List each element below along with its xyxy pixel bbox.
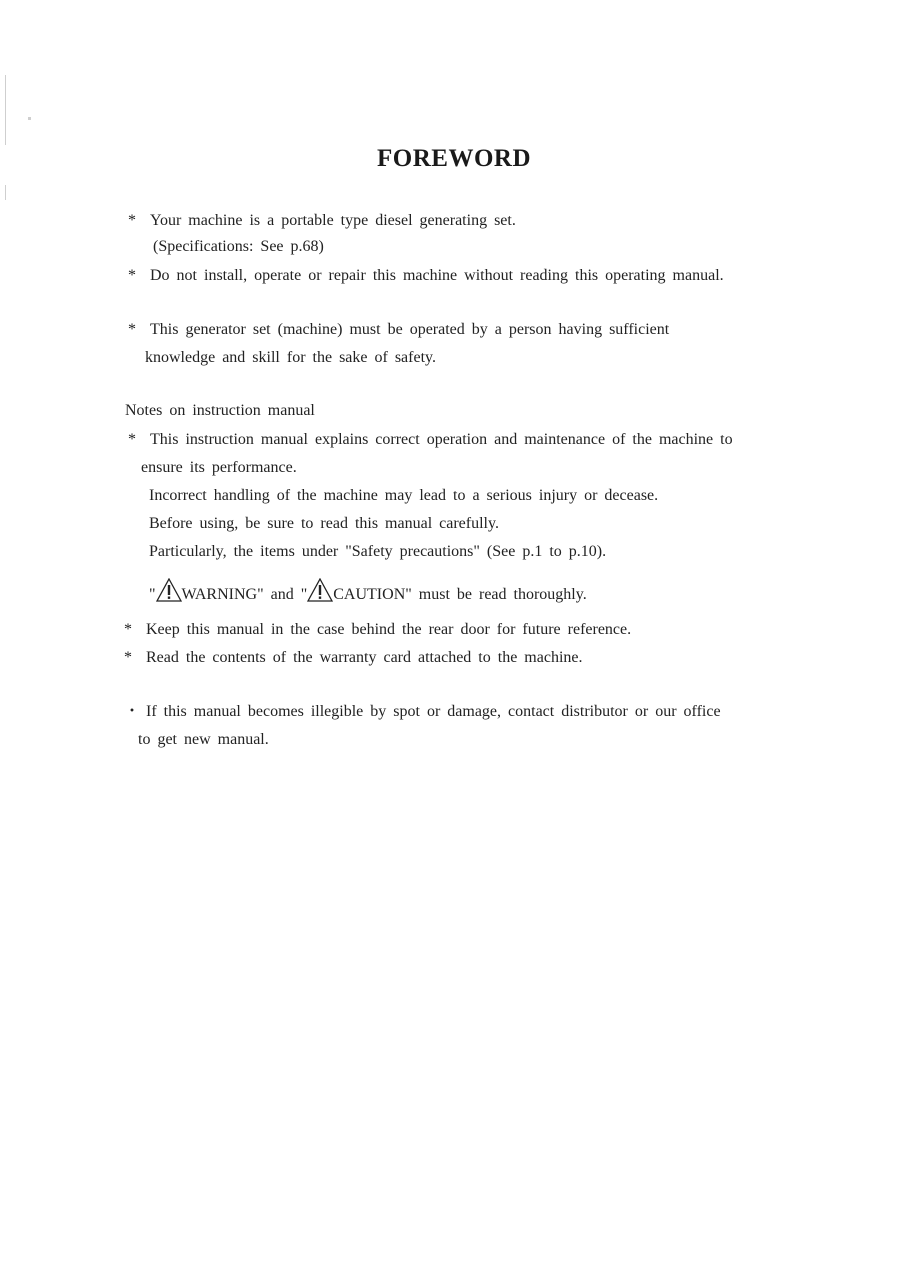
notes-item-1 bbox=[128, 430, 733, 450]
conjunction: and bbox=[270, 586, 294, 603]
scan-artifact bbox=[5, 185, 6, 200]
notes-item-3-text: Read the contents of the warranty card attached to the machine. bbox=[146, 649, 583, 666]
caution-label: CAUTION bbox=[333, 586, 406, 603]
dot-bullet: ・ bbox=[124, 703, 141, 720]
notes-item-1-line-3: Incorrect handling of the machine may lead to a serious injury or decease. bbox=[149, 487, 659, 504]
scan-artifact bbox=[28, 117, 31, 120]
warning-caution-line bbox=[149, 578, 587, 608]
notes-item-1-line-4: Before using, be sure to read this manual carefully. bbox=[149, 515, 499, 532]
notes-item-1-text: This instruction manual explains correct operation and maintenance of the machine to bbox=[150, 431, 733, 448]
warning-label: WARNING bbox=[181, 586, 258, 603]
intro-item-3-text: This generator set (machine) must be operated by a person having sufficient bbox=[150, 321, 670, 338]
asterisk-bullet: * bbox=[128, 431, 136, 448]
caution-tail: " must be read thoroughly. bbox=[405, 586, 587, 603]
intro-item-2-text: Do not install, operate or repair this machine without reading this operating manual. bbox=[150, 267, 724, 284]
caution-triangle-icon bbox=[307, 578, 333, 608]
intro-item-3-continuation: knowledge and skill for the sake of safety. bbox=[145, 349, 436, 366]
scan-artifact bbox=[5, 75, 6, 145]
intro-item-2 bbox=[128, 266, 724, 286]
intro-item-1-text: Your machine is a portable type diesel generating set. bbox=[150, 212, 516, 229]
intro-item-3 bbox=[128, 320, 669, 340]
intro-item-1 bbox=[128, 211, 516, 231]
asterisk-bullet: * bbox=[124, 621, 132, 638]
notes-item-2-text: Keep this manual in the case behind the rear door for future reference. bbox=[146, 621, 632, 638]
notes-item-3 bbox=[124, 648, 583, 668]
asterisk-bullet: * bbox=[128, 267, 136, 284]
notes-heading: Notes on instruction manual bbox=[125, 402, 315, 419]
notes-item-2 bbox=[124, 620, 631, 640]
quote-mark: " bbox=[257, 586, 264, 603]
warning-triangle-icon bbox=[156, 578, 182, 608]
asterisk-bullet: * bbox=[128, 321, 136, 338]
footer-note-text: If this manual becomes illegible by spot or damage, contact distributor or our office bbox=[146, 703, 721, 720]
notes-item-1-line-5: Particularly, the items under "Safety precautions" (See p.1 to p.10). bbox=[149, 543, 607, 560]
footer-note-continuation: to get new manual. bbox=[138, 731, 269, 748]
footer-note bbox=[124, 702, 721, 722]
asterisk-bullet: * bbox=[128, 212, 136, 229]
page-title: FOREWORD bbox=[377, 145, 531, 172]
intro-item-1-continuation: (Specifications: See p.68) bbox=[153, 238, 324, 255]
quote-mark: " bbox=[149, 586, 156, 603]
notes-item-1-line-2: ensure its performance. bbox=[141, 459, 297, 476]
asterisk-bullet: * bbox=[124, 649, 132, 666]
quote-mark: " bbox=[300, 586, 308, 603]
